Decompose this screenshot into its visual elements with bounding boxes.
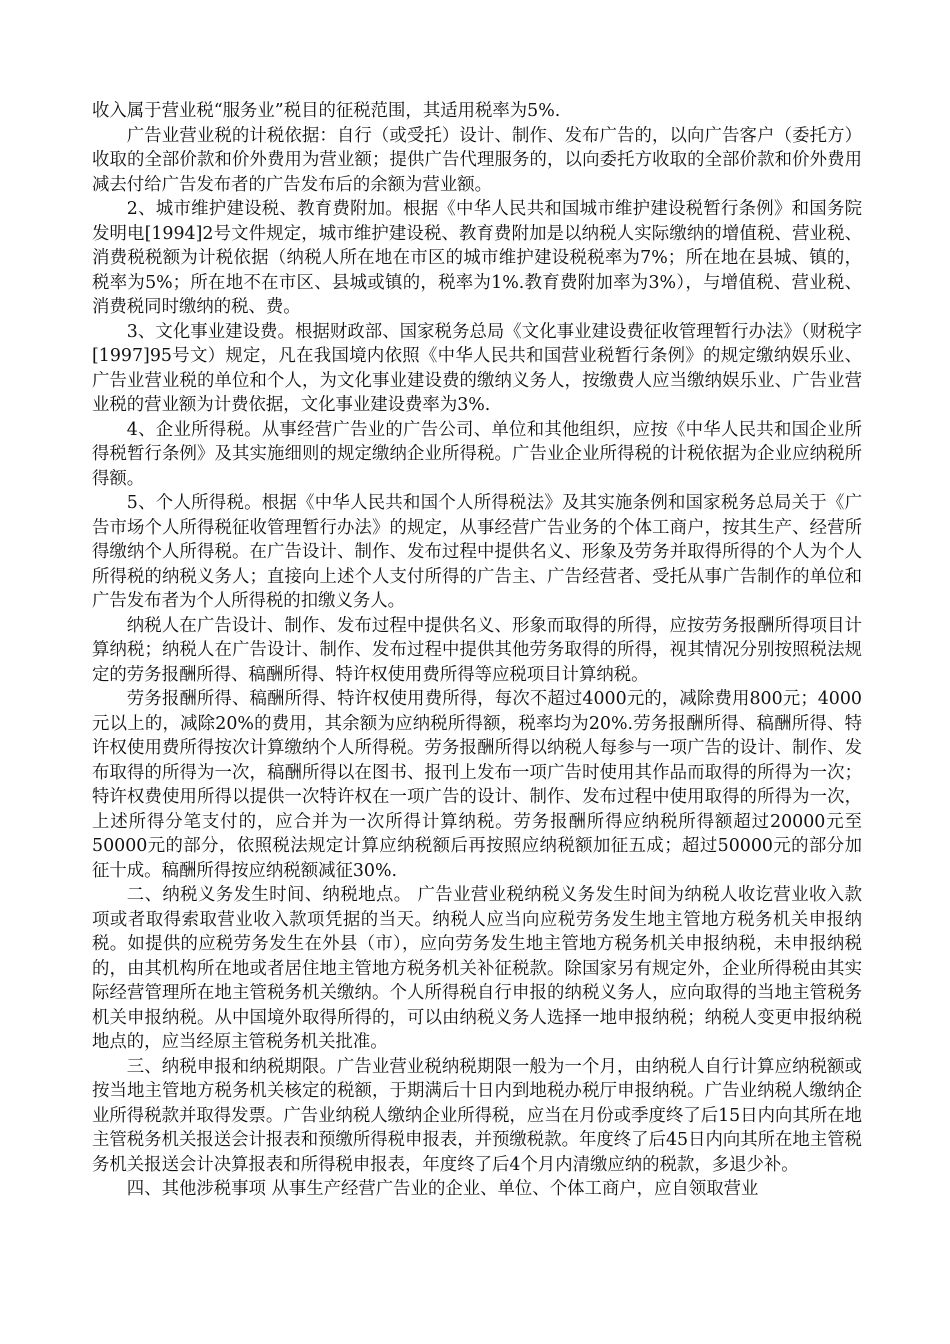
paragraph: 3、文化事业建设费。根据财政部、国家税务总局《文化事业建设费征收管理暂行办法》（财税字[1997]95号文）规定，凡在我国境内依照《中华人民共和国营业税暂行条例》的规定缴纳娱乐业、广告业营业税的单位和个人，为文化事业建设费的缴纳义务人，按缴费人应当缴纳娱乐业、广告业营业税的营业额为计费依据，文化事业建设费率为3%. (92, 321, 862, 415)
paragraph: 劳务报酬所得、稿酬所得、特许权使用费所得，每次不超过4000元的，减除费用800元；4000元以上的，减除20%的费用，其余额为应纳税所得额，税率均为20%.劳务报酬所得、稿酬所得、特许权使用费所得按次计算缴纳个人所得税。劳务报酬所得以纳税人每参与一项广告的设计、制作、发布取得的所得为一次，稿酬所得以在图书、报刊上发布一项广告时使用其作品而取得的所得为一次；特许权费使用所得以提供一次特许权在一项广告的设计、制作、发布过程中使用取得的所得为一次，上述所得分笔支付的，应合并为一次所得计算纳税。劳务报酬所得应纳税所得额超过20000元至50000元的部分，依照税法规定计算应纳税额后再按照应纳税额加征五成；超过50000元的部分加征十成。稿酬所得按应纳税额减征30%. (92, 689, 862, 881)
paragraph: 收入属于营业税“服务业”税目的征税范围，其适用税率为5%. (92, 101, 561, 121)
paragraph: 5、个人所得税。根据《中华人民共和国个人所得税法》及其实施条例和国家税务总局关于《广告市场个人所得税征收管理暂行办法》的规定，从事经营广告业务的个体工商户，按其生产、经营所得缴纳个人所得税。在广告设计、制作、发布过程中提供名义、形象及劳务并取得所得的个人为个人所得税的纳税义务人；直接向上述个人支付所得的广告主、广告经营者、受托从事广告制作的单位和广告发布者为个人所得税的扣缴义务人。 (92, 493, 862, 611)
paragraph: 广告业营业税的计税依据：自行（或受托）设计、制作、发布广告的，以向广告客户（委托方）收取的全部价款和价外费用为营业额；提供广告代理服务的，以向委托方收取的全部价款和价外费用减去付给广告发布者的广告发布后的余额为营业额。 (92, 125, 862, 195)
document-body (92, 99, 862, 1202)
paragraph: 三、纳税申报和纳税期限。广告业营业税纳税期限一般为一个月，由纳税人自行计算应纳税额或按当地主管地方税务机关核定的税额，于期满后十日内到地税办税厅申报纳税。广告业纳税人缴纳企业所得税款并取得发票。广告业纳税人缴纳企业所得税，应当在月份或季度终了后15日内向其所在地主管税务机关报送会计报表和预缴所得税申报表，并预缴税款。年度终了后45日内向其所在地主管税务机关报送会计决算报表和所得税申报表，年度终了后4个月内清缴应纳的税款，多退少补。 (92, 1056, 862, 1175)
paragraph: 2、城市维护建设税、教育费附加。根据《中华人民共和国城市维护建设税暂行条例》和国务院发明电[1994]2号文件规定，城市维护建设税、教育费附加是以纳税人实际缴纳的增值税、营业税、消费税税额为计税依据（纳税人所在地在市区的城市维护建设税税率为7%；所在地在县城、镇的，税率为5%；所在地不在市区、县城或镇的，税率为1%.教育费附加率为3%），与增值税、营业税、消费税同时缴纳的税、费。 (92, 199, 862, 317)
paragraph: 4、企业所得税。从事经营广告业的广告公司、单位和其他组织，应按《中华人民共和国企业所得税暂行条例》及其实施细则的规定缴纳企业所得税。广告业企业所得税的计税依据为企业应纳税所得额。 (92, 419, 862, 489)
paragraph: 二、纳税义务发生时间、纳税地点。 广告业营业税纳税义务发生时间为纳税人收讫营业收入款项或者取得索取营业收入款项凭据的当天。纳税人应当向应税劳务发生地主管地方税务机关申报纳税。如提供的应税劳务发生在外县（市），应向劳务发生地主管地方税务机关申报纳税，未申报纳税的，由其机构所在地或者居住地主管地方税务机关补征税款。除国家另有规定外，企业所得税由其实际经营管理所在地主管税务机关缴纳。个人所得税自行申报的纳税义务人，应向取得的当地主管税务机关申报纳税。从中国境外取得所得的，可以由纳税义务人选择一地申报纳税；纳税人变更申报纳税地点的，应当经原主管税务机关批准。 (92, 885, 862, 1052)
paragraph: 纳税人在广告设计、制作、发布过程中提供名义、形象而取得的所得，应按劳务报酬所得项目计算纳税；纳税人在广告设计、制作、发布过程中提供其他劳务取得的所得，视其情况分别按照税法规定的劳务报酬所得、稿酬所得、特许权使用费所得等应税项目计算纳税。 (92, 615, 862, 685)
paragraph: 四、其他涉税事项 从事生产经营广告业的企业、单位、个体工商户，应自领取营业 (126, 1179, 759, 1199)
